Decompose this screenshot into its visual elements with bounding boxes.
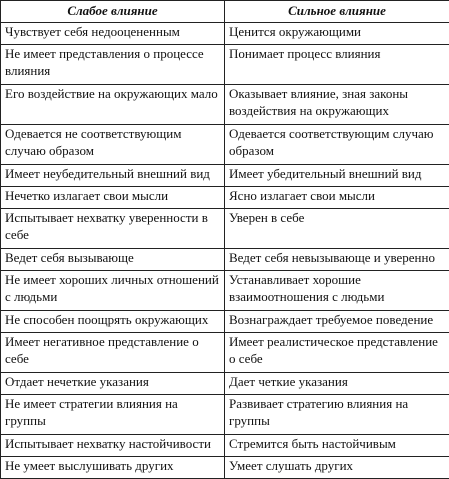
header-weak-influence: Слабое влияние: [1, 1, 225, 23]
weak-influence-cell: Отдает нечеткие указания: [1, 373, 225, 395]
table-row: [1, 395, 449, 435]
strong-influence-cell: Ведет себя невызывающе и уверенно: [225, 249, 449, 271]
strong-influence-cell: Умеет слушать других: [225, 457, 449, 479]
strong-influence-cell: Развивает стратегию влияния на группы: [225, 395, 449, 435]
table-body: [1, 23, 449, 479]
weak-influence-cell: Не способен поощрять окружающих: [1, 311, 225, 333]
table-row: [1, 373, 449, 395]
strong-influence-cell: Ясно излагает свои мысли: [225, 187, 449, 209]
weak-influence-cell: Одевается не соответствующим случаю образом: [1, 125, 225, 165]
weak-influence-cell: Не имеет хороших личных отношений с людьми: [1, 271, 225, 311]
strong-influence-cell: Имеет убедительный внешний вид: [225, 165, 449, 187]
table-row: [1, 333, 449, 373]
weak-influence-cell: Испытывает нехватку настойчивости: [1, 435, 225, 457]
table-row: [1, 457, 449, 479]
table-row: [1, 85, 449, 125]
strong-influence-cell: Имеет реалистическое представление о себе: [225, 333, 449, 373]
weak-influence-cell: Не имеет представления о процессе влияния: [1, 45, 225, 85]
weak-influence-cell: Испытывает нехватку уверенности в себе: [1, 209, 225, 249]
table-row: [1, 45, 449, 85]
strong-influence-cell: Устанавливает хорошие взаимоотношения с людьми: [225, 271, 449, 311]
table-row: [1, 311, 449, 333]
strong-influence-cell: Оказывает влияние, зная законы воздействия на окружающих: [225, 85, 449, 125]
strong-influence-cell: Уверен в себе: [225, 209, 449, 249]
strong-influence-cell: Стремится быть настойчивым: [225, 435, 449, 457]
weak-influence-cell: Не умеет выслушивать других: [1, 457, 225, 479]
table-row: [1, 435, 449, 457]
table-row: [1, 125, 449, 165]
weak-influence-cell: Чувствует себя недооцененным: [1, 23, 225, 45]
header-strong-influence: Сильное влияние: [225, 1, 449, 23]
weak-influence-cell: Нечетко излагает свои мысли: [1, 187, 225, 209]
weak-influence-cell: Ведет себя вызывающе: [1, 249, 225, 271]
table-row: [1, 165, 449, 187]
weak-influence-cell: Имеет негативное представление о себе: [1, 333, 225, 373]
strong-influence-cell: Одевается соответствующим случаю образом: [225, 125, 449, 165]
weak-influence-cell: Его воздействие на окружающих мало: [1, 85, 225, 125]
table-row: [1, 187, 449, 209]
table-row: [1, 209, 449, 249]
weak-influence-cell: Имеет неубедительный внешний вид: [1, 165, 225, 187]
strong-influence-cell: Понимает процесс влияния: [225, 45, 449, 85]
strong-influence-cell: Ценится окружающими: [225, 23, 449, 45]
table-header-row: [1, 1, 449, 23]
strong-influence-cell: Вознаграждает требуемое поведение: [225, 311, 449, 333]
table-row: [1, 249, 449, 271]
table-row: [1, 23, 449, 45]
weak-influence-cell: Не имеет стратегии влияния на группы: [1, 395, 225, 435]
table-row: [1, 271, 449, 311]
strong-influence-cell: Дает четкие указания: [225, 373, 449, 395]
